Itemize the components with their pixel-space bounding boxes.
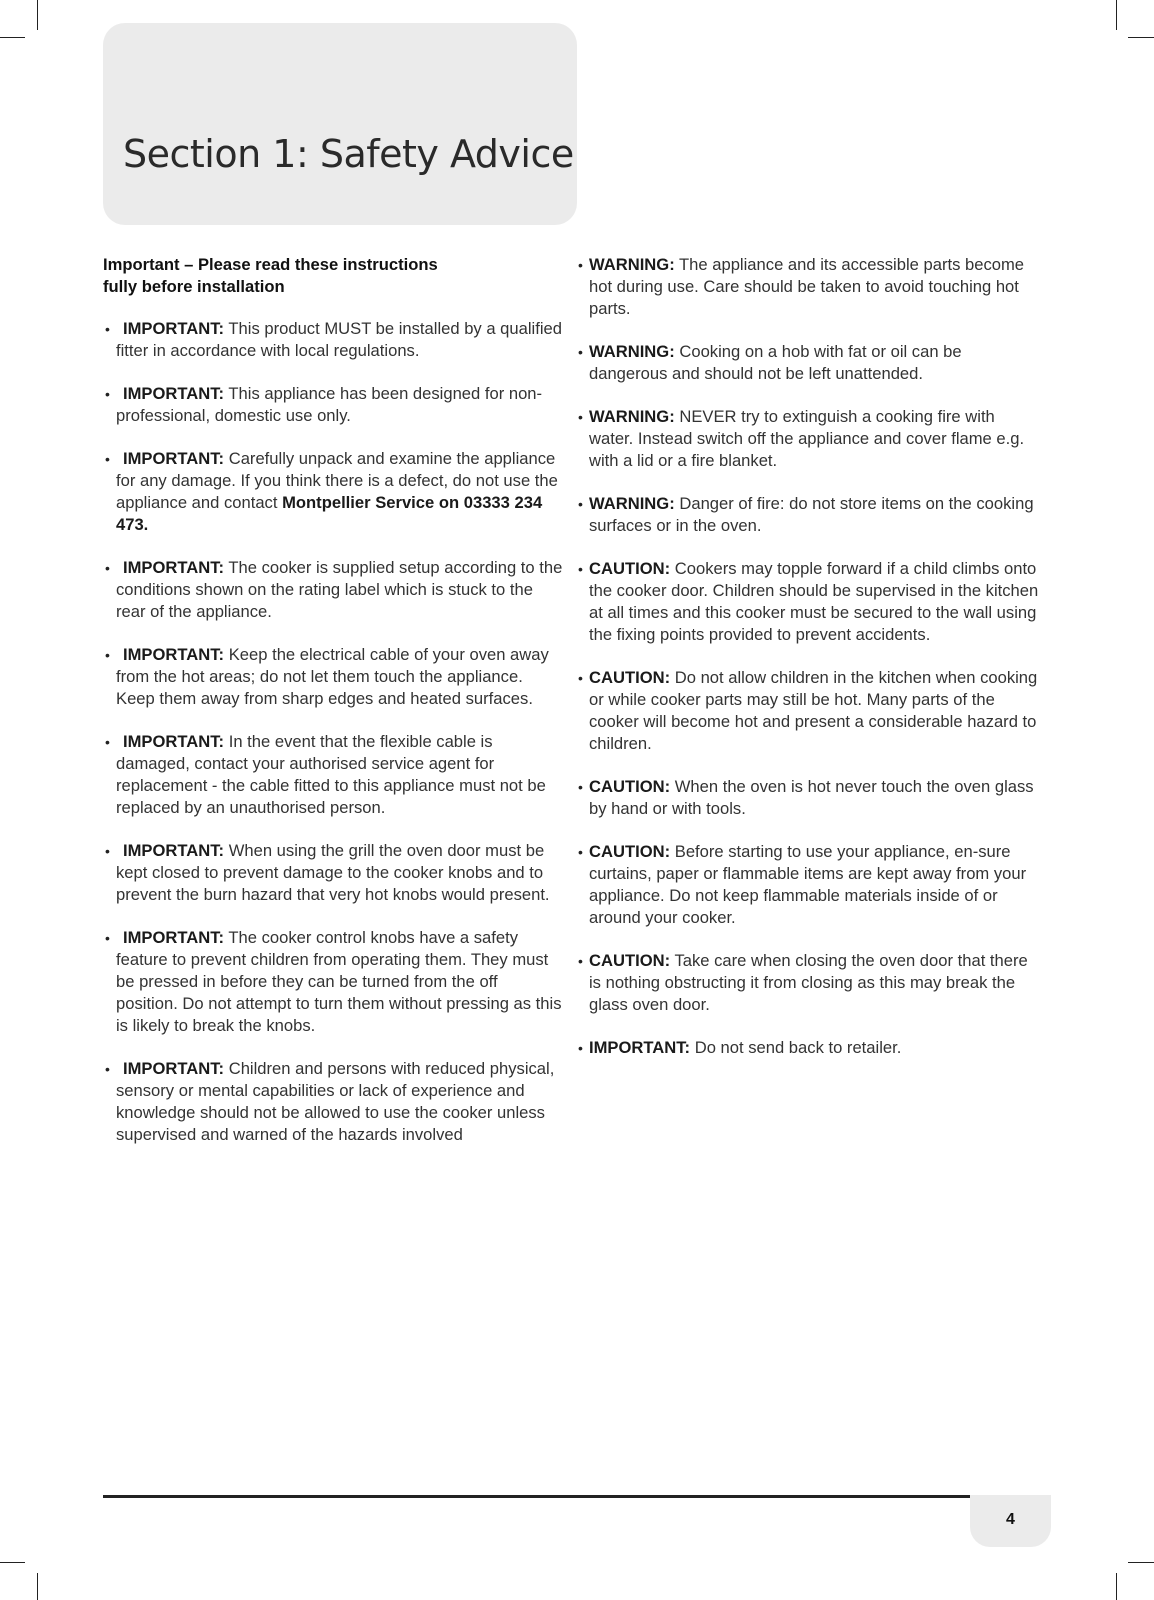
list-item — [578, 1037, 1042, 1059]
list-item — [578, 950, 1042, 1016]
list-item — [103, 1058, 563, 1146]
item-text: This appliance has been designed for non-professional, domestic use only. — [116, 384, 543, 425]
list-item — [103, 383, 563, 427]
list-item — [578, 493, 1042, 537]
item-text: Do not send back to retailer. — [694, 1038, 902, 1057]
list-item — [578, 254, 1042, 320]
list-item — [578, 341, 1042, 385]
bullet-icon: • — [578, 257, 583, 273]
item-label: CAUTION: — [589, 668, 671, 687]
item-label: WARNING: — [589, 342, 675, 361]
list-item — [578, 841, 1042, 929]
bullet-icon: • — [105, 843, 110, 859]
bullet-icon: • — [578, 409, 583, 425]
item-text: Cooking on a hob with fat or oil can be dangerous and should not be left unattended. — [589, 342, 962, 383]
list-item — [578, 558, 1042, 646]
crop-mark — [1116, 1573, 1117, 1600]
item-label: IMPORTANT: — [123, 449, 225, 468]
item-label: IMPORTANT: — [123, 928, 225, 947]
bullet-icon: • — [105, 647, 110, 663]
crop-mark — [1128, 1562, 1154, 1563]
bullet-icon: • — [578, 344, 583, 360]
bullet-icon: • — [105, 451, 110, 467]
item-text: The cooker is supplied setup according to the conditions shown on the rating label which is stuck to the rear of the appliance. — [116, 558, 563, 621]
item-text: NEVER try to extinguish a cooking fire with water. Instead switch off the appliance and cover flame e.g. with a lid or a fire blanket. — [589, 407, 1025, 470]
item-label: WARNING: — [589, 494, 675, 513]
item-label: CAUTION: — [589, 842, 671, 861]
item-label: CAUTION: — [589, 951, 671, 970]
intro-heading — [103, 254, 563, 298]
item-text: Cookers may topple forward if a child climbs onto the cooker door. Children should be supervised in the kitchen at all times and this cooker must be secured to the wall using the fixing points provided to prevent accidents. — [589, 559, 1039, 644]
bullet-icon: • — [578, 1040, 583, 1056]
item-label: IMPORTANT: — [589, 1038, 691, 1057]
item-text: The appliance and its accessible parts become hot during use. Care should be taken to avoid touching hot parts. — [589, 255, 1025, 318]
item-text: Danger of fire: do not store items on the cooking surfaces or in the oven. — [589, 494, 1034, 535]
bullet-icon: • — [578, 779, 583, 795]
bullet-icon: • — [105, 930, 110, 946]
footer-rule — [103, 1495, 1051, 1498]
item-text: Children and persons with reduced physical, sensory or mental capabilities or lack of experience and knowledge should not be allowed to use the cooker unless supervised and warned of the hazards involved — [116, 1059, 555, 1144]
item-text: The cooker control knobs have a safety feature to prevent children from operating them. They must be pressed in before they can be turned from the off position. Do not attempt to turn them without pressing as this is likely to break the knobs. — [116, 928, 562, 1035]
left-column — [103, 254, 563, 1167]
item-label: IMPORTANT: — [123, 841, 225, 860]
page-title: Section 1: Safety Advice — [123, 132, 574, 176]
bullet-icon: • — [578, 496, 583, 512]
crop-mark — [1128, 37, 1154, 38]
item-label: WARNING: — [589, 255, 675, 274]
list-item — [578, 406, 1042, 472]
crop-mark — [0, 1562, 25, 1563]
bullet-icon: • — [105, 386, 110, 402]
page-number: 4 — [1006, 1511, 1015, 1528]
bullet-icon: • — [578, 844, 583, 860]
item-label: IMPORTANT: — [123, 1059, 225, 1078]
bullet-icon: • — [578, 953, 583, 969]
item-text: Before starting to use your appliance, en-sure curtains, paper or flammable items are kept away from your appliance. Do not keep flammable materials inside of or around your cooker. — [589, 842, 1027, 927]
item-label: CAUTION: — [589, 777, 671, 796]
list-item — [103, 448, 563, 536]
item-text: Carefully unpack and examine the appliance for any damage. If you think there is a defect, do not use the appliance and contact — [116, 449, 558, 512]
list-item — [103, 731, 563, 819]
service-contact: Montpellier Service on 03333 234 473. — [116, 493, 543, 534]
crop-mark — [37, 0, 38, 30]
item-label: IMPORTANT: — [123, 558, 225, 577]
list-item — [103, 644, 563, 710]
crop-mark — [37, 1573, 38, 1600]
item-label: IMPORTANT: — [123, 319, 225, 338]
intro-line-2: fully before installation — [103, 277, 285, 296]
item-label: CAUTION: — [589, 559, 671, 578]
item-text: When using the grill the oven door must be kept closed to prevent damage to the cooker knobs and to prevent the burn hazard that very hot knobs would present. — [116, 841, 550, 904]
item-text: Take care when closing the oven door that there is nothing obstructing it from closing as this may break the glass oven door. — [589, 951, 1028, 1014]
list-item — [103, 840, 563, 906]
item-label: IMPORTANT: — [123, 384, 225, 403]
crop-mark — [0, 37, 25, 38]
bullet-icon: • — [578, 670, 583, 686]
bullet-icon: • — [105, 321, 110, 337]
item-text: In the event that the flexible cable is damaged, contact your authorised service agent for replacement - the cable fitted to this appliance must not be replaced by an unauthorised person. — [116, 732, 546, 817]
intro-line-1: Important – Please read these instructions — [103, 255, 438, 274]
item-text: Do not allow children in the kitchen when cooking or while cooker parts may still be hot. Many parts of the cooker will become hot and present a considerable hazard to children. — [589, 668, 1038, 753]
bullet-icon: • — [105, 734, 110, 750]
section-title-box — [103, 23, 577, 225]
item-label: IMPORTANT: — [123, 732, 225, 751]
item-label: IMPORTANT: — [123, 645, 225, 664]
crop-mark — [1116, 0, 1117, 30]
right-column — [578, 254, 1042, 1080]
page-number-tab — [970, 1495, 1051, 1547]
item-label: WARNING: — [589, 407, 675, 426]
item-text: When the oven is hot never touch the oven glass by hand or with tools. — [589, 777, 1034, 818]
bullet-icon: • — [105, 560, 110, 576]
list-item — [578, 776, 1042, 820]
list-item — [578, 667, 1042, 755]
list-item — [103, 557, 563, 623]
item-text: This product MUST be installed by a qualified fitter in accordance with local regulations. — [116, 319, 562, 360]
item-text: Keep the electrical cable of your oven away from the hot areas; do not let them touch the appliance. Keep them away from sharp edges and heated surfaces. — [116, 645, 549, 708]
list-item — [103, 318, 563, 362]
list-item — [103, 927, 563, 1037]
bullet-icon: • — [578, 561, 583, 577]
bullet-icon: • — [105, 1061, 110, 1077]
